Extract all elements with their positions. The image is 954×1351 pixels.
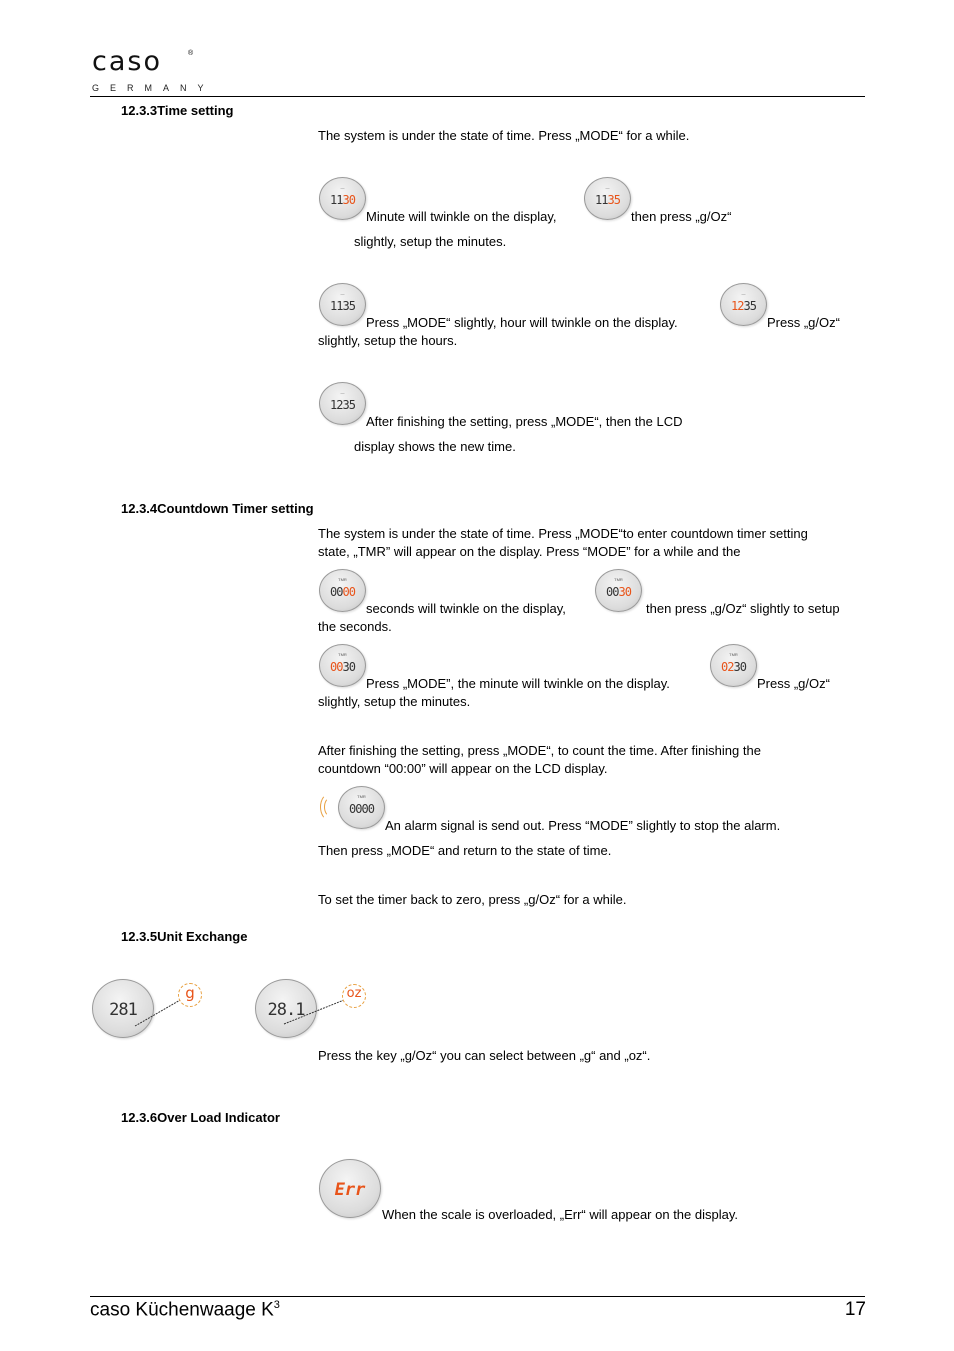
lcd-digits: 35: [342, 298, 355, 313]
alarm-wave-icon: [324, 797, 338, 817]
footer-title-superscript: 3: [273, 1299, 280, 1311]
countdown-intro-line2: state, „TMR” will appear on the display. Press “MODE” for a while and the: [318, 544, 741, 559]
lcd-digits: 11: [330, 298, 343, 313]
time-step1-press: then press „g/Oz“: [631, 209, 732, 224]
lcd-time-minute-blink-icon: [319, 177, 366, 220]
lcd-time-hour-blink-icon: [720, 283, 767, 326]
lcd-blink-digits: 30: [618, 584, 631, 599]
time-step3-cont: display shows the new time.: [354, 439, 516, 454]
lcd-time-minute-set-icon: [584, 177, 631, 220]
heading-over-load: 12.3.6Over Load Indicator: [121, 1110, 280, 1125]
lcd-marker-icon: —: [340, 185, 345, 190]
lcd-marker-icon: —: [340, 291, 345, 296]
return-text: Then press „MODE“ and return to the state of time.: [318, 843, 612, 858]
lcd-time-final-icon: [319, 382, 366, 425]
unit-oz-bubble: oz: [342, 984, 366, 1008]
time-step1-text: Minute will twinkle on the display,: [366, 209, 557, 224]
lcd-blink-digits: 02: [721, 659, 734, 674]
footer-title-text: caso Küchenwaage K: [90, 1299, 274, 1321]
time-step2-press: Press „g/Oz“: [767, 315, 840, 330]
footer-rule: [90, 1296, 865, 1297]
heading-time-setting: 12.3.3Time setting: [121, 103, 234, 118]
alarm-text: An alarm signal is send out. Press “MODE” slightly to stop the alarm.: [385, 818, 781, 833]
time-step2-cont: slightly, setup the hours.: [318, 333, 458, 348]
lcd-marker-icon: —: [340, 390, 345, 395]
page-number: 17: [844, 1299, 866, 1320]
lcd-err-icon: [319, 1159, 381, 1218]
countdown-step2-text: Press „MODE”, the minute will twinkle on the display.: [366, 676, 670, 691]
lcd-marker-icon: TMR: [338, 577, 347, 582]
time-intro: The system is under the state of time. Press „MODE“ for a while.: [318, 128, 690, 143]
header-rule: [90, 96, 865, 97]
unit-g-bubble: g: [178, 983, 202, 1007]
lcd-countdown-seconds-set-icon: [595, 569, 642, 612]
lcd-marker-icon: —: [741, 291, 746, 296]
lcd-blink-digits: 00: [342, 584, 355, 599]
lcd-marker-icon: TMR: [338, 652, 347, 657]
lcd-marker-icon: TMR: [357, 794, 366, 799]
heading-countdown-timer: 12.3.4Countdown Timer setting: [121, 501, 314, 516]
lcd-digits: 1235: [330, 397, 355, 412]
lcd-digits: 28.1: [267, 999, 305, 1020]
lcd-digits: 35: [743, 298, 756, 313]
countdown-after-line1: After finishing the setting, press „MODE“, to count the time. After finishing the: [318, 743, 761, 758]
footer-title: [90, 1299, 280, 1321]
countdown-step1-text: seconds will twinkle on the display,: [366, 601, 566, 616]
lcd-digits: 11: [330, 192, 343, 207]
lcd-blink-digits: 35: [607, 192, 620, 207]
countdown-step2-press: Press „g/Oz“: [757, 676, 830, 691]
countdown-step2-cont: slightly, setup the minutes.: [318, 694, 471, 709]
registered-mark: ®: [188, 50, 194, 57]
lcd-digits: 00: [330, 584, 343, 599]
lcd-digits: 11: [595, 192, 608, 207]
lcd-blink-digits: 30: [342, 192, 355, 207]
lcd-digits: 00: [606, 584, 619, 599]
lcd-blink-digits: 12: [731, 298, 744, 313]
lcd-alarm-icon: [338, 786, 385, 829]
countdown-after-line2: countdown “00:00” will appear on the LCD display.: [318, 761, 608, 776]
caso-logo: caso: [92, 46, 162, 77]
lcd-err-text: Err: [334, 1179, 366, 1200]
countdown-step1-cont: the seconds.: [318, 619, 392, 634]
countdown-intro-line1: The system is under the state of time. Press „MODE“to enter countdown timer setting: [318, 526, 808, 541]
reset-text: To set the timer back to zero, press „g/Oz“ for a while.: [318, 892, 627, 907]
lcd-time-hour-icon: [319, 283, 366, 326]
lcd-digits: 30: [342, 659, 355, 674]
countdown-step1-press: then press „g/Oz“ slightly to setup: [646, 601, 840, 616]
heading-unit-exchange: 12.3.5Unit Exchange: [121, 929, 248, 944]
lcd-countdown-seconds-blink-icon: [319, 569, 366, 612]
lcd-countdown-minute-blink-icon: [319, 644, 366, 687]
time-step2-text: Press „MODE“ slightly, hour will twinkle on the display.: [366, 315, 678, 330]
unit-oz-pointer-icon: [280, 997, 350, 1027]
lcd-countdown-minute-set-icon: [710, 644, 757, 687]
lcd-marker-icon: —: [605, 185, 610, 190]
lcd-digits: 0000: [349, 801, 374, 816]
lcd-marker-icon: TMR: [729, 652, 738, 657]
lcd-blink-digits: 00: [330, 659, 343, 674]
lcd-digits: 281: [109, 999, 137, 1020]
time-step1-cont: slightly, setup the minutes.: [354, 234, 507, 249]
logo-subtitle: GERMANY: [92, 83, 215, 93]
unit-exchange-text: Press the key „g/Oz“ you can select between „g“ and „oz“.: [318, 1048, 651, 1063]
lcd-digits: 30: [733, 659, 746, 674]
time-step3-text: After finishing the setting, press „MODE“, then the LCD: [366, 414, 683, 429]
lcd-marker-icon: TMR: [614, 577, 623, 582]
over-load-text: When the scale is overloaded, „Err“ will appear on the display.: [382, 1207, 738, 1222]
